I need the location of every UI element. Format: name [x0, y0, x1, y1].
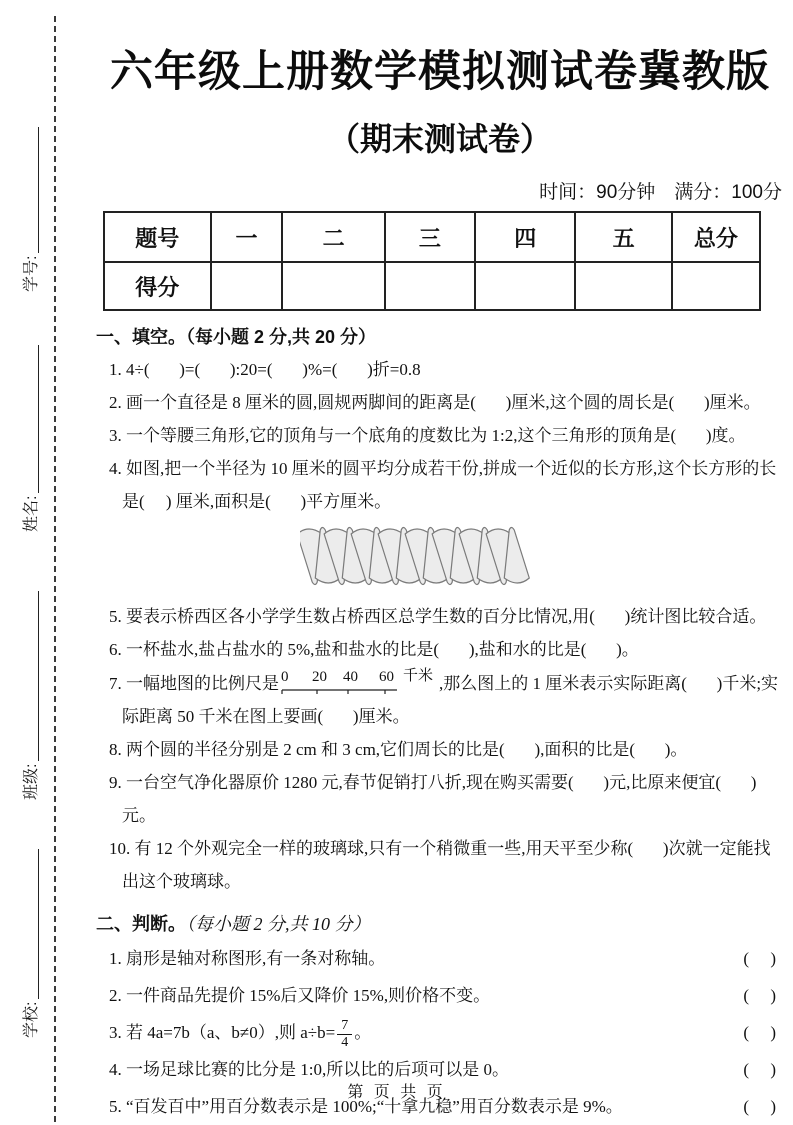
question-8: 8. 两个圆的半径分别是 2 cm 和 3 cm,它们周长的比是( ),面积的比是( )。	[109, 740, 688, 759]
margin-field-student-id	[17, 127, 41, 292]
page-title: 六年级上册数学模拟测试卷冀教版	[110, 48, 770, 96]
score-row-label: 得分	[104, 262, 211, 310]
page-subtitle: （期末测试卷）	[327, 121, 552, 157]
question-7-suffix: ,那么图上的 1 厘米表示实际距离( )千米;实际距离 50 千米在图上要画( )厘米。	[122, 674, 779, 726]
score-cell-5	[575, 262, 671, 310]
question-10: 10. 有 12 个外观完全一样的玻璃球,只有一个稍微重一些,用天平至少称( )次就一定能找出这个玻璃球。	[109, 839, 771, 891]
judgment-3-text-pre: 3. 若 4a=7b（a、b≠0）,则 a÷b=	[109, 1023, 336, 1042]
circle-sectors-figure	[300, 523, 784, 594]
question-2: 2. 画一个直径是 8 厘米的圆,圆规两脚间的距离是( )厘米,这个圆的周长是( )厘米。	[109, 393, 761, 412]
scale-tick-60: 60	[379, 669, 394, 685]
exam-meta: 时间：90分钟 满分：100分	[539, 182, 782, 203]
margin-field-class	[17, 591, 41, 800]
question-3: 3. 一个等腰三角形,它的顶角与一个底角的度数比为 1:2,这个三角形的顶角是( )度。	[109, 426, 746, 445]
score-table-col-total: 总分	[672, 212, 760, 262]
score-cell-total	[672, 262, 760, 310]
judgment-3-answer-blank: ( )	[743, 1023, 776, 1042]
judgment-2	[109, 977, 784, 1014]
score-cell-4	[475, 262, 575, 310]
margin-field-school	[17, 849, 41, 1038]
judgment-4-answer-blank: ( )	[743, 1060, 776, 1079]
binding-line	[54, 16, 56, 1122]
question-7	[109, 666, 784, 733]
question-1: 1. 4÷( )=( ):20=( )%=( )折=0.8	[109, 360, 421, 379]
class-label: 班级:	[23, 763, 40, 800]
judgment-2-answer-blank: ( )	[743, 986, 776, 1005]
margin-field-name	[17, 345, 41, 532]
score-table-col-2: 二	[282, 212, 385, 262]
question-9: 9. 一台空气净化器原价 1280 元,春节促销打八折,现在购买需要( )元,比原来便宜( )元。	[109, 773, 757, 825]
map-scale-bar	[279, 666, 439, 700]
page-footer: 第 页 共 页	[347, 1084, 446, 1101]
score-table-corner: 题号	[104, 212, 211, 262]
judgment-3	[109, 1014, 784, 1051]
score-table	[103, 211, 761, 311]
scale-tick-20: 20	[312, 669, 327, 685]
score-table-col-1: 一	[211, 212, 283, 262]
judgment-3-text	[109, 1014, 371, 1051]
section2-heading-note: （每小题 2 分,共 10 分）	[186, 914, 371, 934]
question-6: 6. 一杯盐水,盐占盐水的 5%,盐和盐水的比是( ),盐和水的比是( )。	[109, 640, 639, 659]
fraction-numerator: 7	[337, 1018, 352, 1034]
score-cell-3	[385, 262, 475, 310]
judgment-1	[109, 940, 784, 977]
exam-page	[96, 0, 784, 1125]
judgment-5-text: 5. “百发百中”用百分数表示是 100%;“十拿九稳”用百分数表示是 9%。	[109, 1097, 623, 1116]
student-id-label: 学号:	[23, 255, 40, 292]
school-blank-line	[34, 849, 39, 999]
student-id-blank-line	[34, 127, 39, 253]
score-cell-2	[282, 262, 385, 310]
score-cell-1	[211, 262, 283, 310]
section2-heading-label: 二、判断。	[96, 914, 186, 934]
question-7-prefix: 7. 一幅地图的比例尺是	[109, 674, 279, 693]
judgment-5-answer-blank: ( )	[743, 1097, 776, 1116]
name-label: 姓名:	[23, 495, 40, 532]
score-table-col-5: 五	[575, 212, 671, 262]
scale-tick-40: 40	[343, 669, 358, 685]
judgment-3-text-post: 。	[354, 1023, 372, 1042]
score-table-col-3: 三	[385, 212, 475, 262]
question-4: 4. 如图,把一个半径为 10 厘米的圆平均分成若干份,拼成一个近似的长方形,这个长方形的长是( ) 厘米,面积是( )平方厘米。	[109, 459, 777, 511]
judgment-1-text: 1. 扇形是轴对称图形,有一条对称轴。	[109, 949, 386, 968]
name-blank-line	[34, 345, 39, 493]
scale-tick-0: 0	[281, 669, 289, 685]
judgment-2-text: 2. 一件商品先提价 15%后又降价 15%,则价格不变。	[109, 986, 491, 1005]
question-5: 5. 要表示桥西区各小学学生数占桥西区总学生数的百分比情况,用( )统计图比较合适。	[109, 607, 767, 626]
judgment-1-answer-blank: ( )	[743, 949, 776, 968]
judgment-4-text: 4. 一场足球比赛的比分是 1:0,所以比的后项可以是 0。	[109, 1060, 509, 1079]
section1-heading: 一、填空。（每小题 2 分,共 20 分）	[96, 327, 377, 347]
school-label: 学校:	[23, 1001, 40, 1038]
section2-heading	[96, 910, 784, 936]
fraction-denominator: 4	[341, 1034, 349, 1050]
fraction-seven-fourths	[337, 1018, 352, 1050]
scale-unit: 千米	[403, 668, 434, 684]
score-table-col-4: 四	[475, 212, 575, 262]
class-blank-line	[34, 591, 39, 761]
